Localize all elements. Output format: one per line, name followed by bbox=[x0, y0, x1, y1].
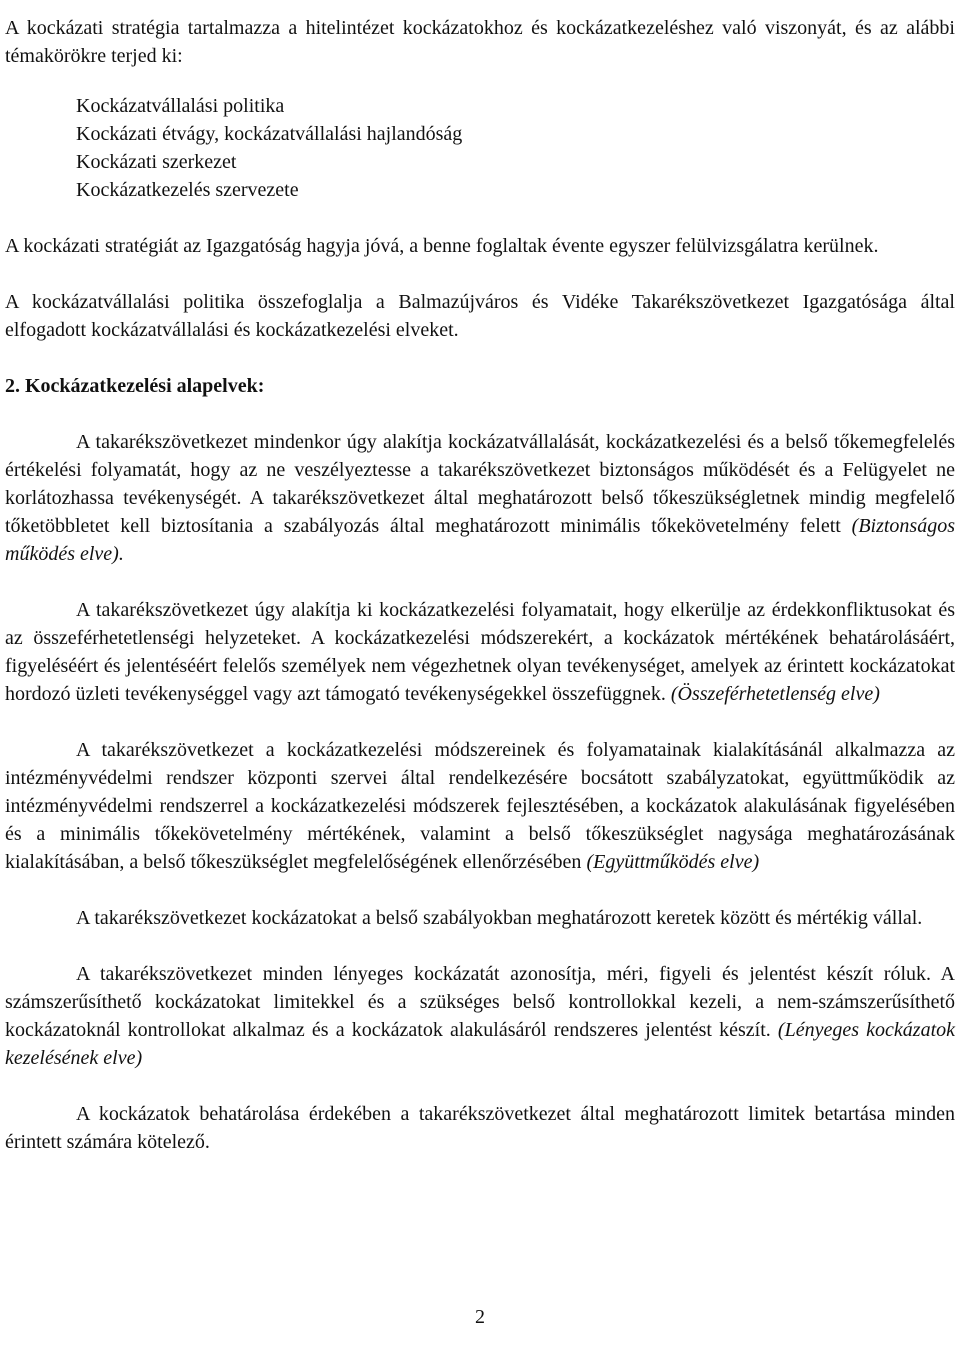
policy-paragraph: A kockázatvállalási politika összefoglalja a Balmazújváros és Vidéke Takarékszövetkezet Igazgatósága által elfogadott kockázatvállalási és kockázatkezelési elveket. bbox=[5, 291, 955, 341]
principle-label: (Biztonságos működés elve). bbox=[5, 515, 955, 565]
paragraph-text: A kockázatok behatárolása érdekében a takarékszövetkezet által meghatározott limitek betartása minden érintett számára kötelező. bbox=[5, 1103, 955, 1153]
list-item: Kockázati szerkezet bbox=[76, 151, 237, 173]
principle-label: (Lényeges kockázatok kezelésének elve) bbox=[5, 1019, 955, 1069]
page-number: 2 bbox=[475, 1306, 485, 1328]
principle-paragraph-safe-operation bbox=[5, 428, 955, 568]
principle-label: (Együttműködés elve) bbox=[586, 851, 760, 873]
principle-paragraph-cooperation bbox=[5, 736, 955, 876]
list-item: Kockázatkezelés szervezete bbox=[76, 179, 299, 201]
risk-topic-list bbox=[5, 92, 955, 204]
limits-paragraph bbox=[5, 904, 955, 932]
paragraph-text: A takarékszövetkezet úgy alakítja ki kockázatkezelési folyamatait, hogy elkerülje az érdekkonfliktusokat és az összeférhetetlenségi helyzeteket. A kockázatkezelési módszerekért, a kockázatok mértékének behatárolásáért, figyeléséért és jelentéséért felelős személyek nem végezhetnek olyan tevékenységet, amelyek az érintett kockázatokat hordozó üzleti tevékenységgel vagy azt támogató tevékenységekkel összefüggnek. bbox=[5, 599, 955, 705]
approval-paragraph: A kockázati stratégiát az Igazgatóság hagyja jóvá, a benne foglaltak évente egyszer felülvizsgálatra kerülnek. bbox=[5, 235, 879, 257]
paragraph-text: A takarékszövetkezet minden lényeges kockázatát azonosítja, méri, figyeli és jelentést készít róluk. A számszerűsíthető kockázatokat limitekkel és a szükséges belső kontrollokkal kezeli, a nem-számszerűsíthető kockázatoknál kontrollokat alkalmaz és a kockázatok alakulásáról rendszeres jelentést készít. bbox=[5, 963, 955, 1041]
intro-paragraph: A kockázati stratégia tartalmazza a hitelintézet kockázatokhoz és kockázatkezeléshez való viszonyát, és az alábbi témakörökre terjed ki: bbox=[5, 17, 955, 67]
list-item: Kockázati étvágy, kockázatvállalási hajlandóság bbox=[76, 123, 463, 145]
paragraph-text: A takarékszövetkezet a kockázatkezelési módszereinek és folyamatainak kialakításánál alkalmazza az intézményvédelmi rendszer központi szervei által rendelkezésére bocsátott szabályzatokat, együttműködik az intézményvédelmi rendszerrel a kockázatkezelési módszerek fejlesztésében, a kockázatok alakulásának figyelésében és a minimális tőkekövetelmény mértékének, valamint a belső tőkeszükséglet nagysága meghatározásának kialakításában, a belső tőkeszükséglet megfelelőségének ellenőrzésében bbox=[5, 739, 955, 873]
principle-paragraph-material-risks bbox=[5, 960, 955, 1072]
paragraph-text: A takarékszövetkezet mindenkor úgy alakítja kockázatvállalását, kockázatkezelési és a belső tőkemegfelelés értékelési folyamatát, hogy az ne veszélyeztesse a takarékszövetkezet biztonságos működését és a Felügyelet ne korlátozhassa tevékenységét. A takarékszövetkezet által meghatározott belső tőkeszükségletnek mindig megfelelő tőketöbbletet kell biztosítania a szabályozás által meghatározott minimális tőkekövetelmény felett bbox=[5, 431, 955, 537]
list-item: Kockázatvállalási politika bbox=[76, 95, 285, 117]
paragraph-text: A takarékszövetkezet kockázatokat a belső szabályokban meghatározott keretek között és mértékig vállal. bbox=[76, 907, 923, 929]
document-page bbox=[5, 0, 955, 1156]
principle-paragraph-conflict bbox=[5, 596, 955, 708]
section-heading: 2. Kockázatkezelési alapelvek: bbox=[5, 375, 265, 397]
limit-compliance-paragraph bbox=[5, 1100, 955, 1156]
principle-label: (Összeférhetetlenség elve) bbox=[670, 683, 880, 705]
